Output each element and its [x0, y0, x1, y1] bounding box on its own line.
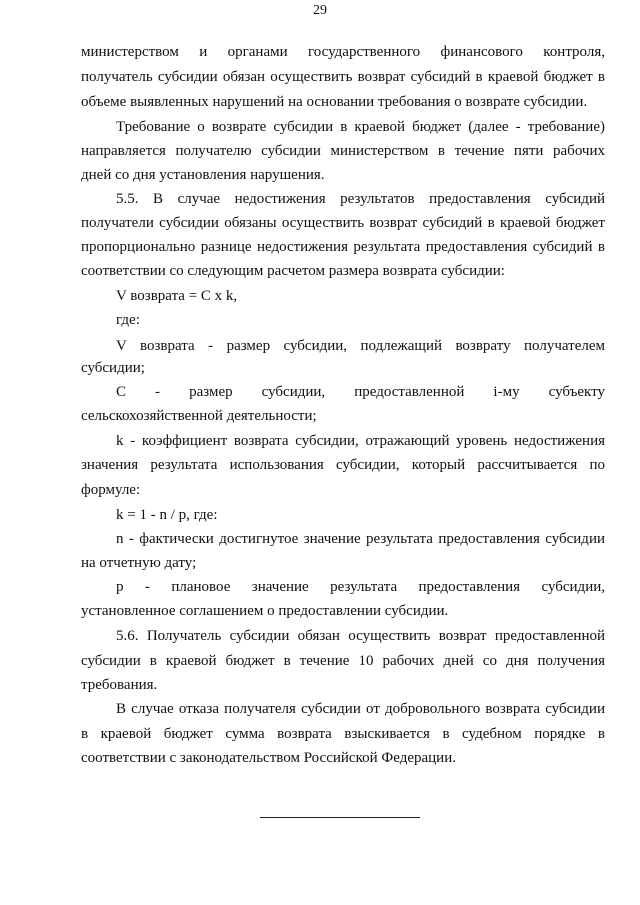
- text-line: получатели субсидии обязаны осуществить возврат субсидий в краевой бюджет: [81, 215, 605, 231]
- text-line: Требование о возврате субсидии в краевой бюджет (далее - требование): [116, 119, 605, 135]
- text-line: получатель субсидии обязан осуществить возврат субсидий в краевой бюджет в: [81, 69, 605, 85]
- text-line: в краевой бюджет сумма возврата взыскивается в судебном порядке в: [81, 726, 605, 742]
- text-line: на отчетную дату;: [81, 555, 197, 571]
- text-line: соответствии с законодательством Российской Федерации.: [81, 750, 456, 766]
- text-line: 5.5. В случае недостижения результатов предоставления субсидий: [116, 191, 605, 207]
- text-line: значения результата использования субсидии, который рассчитывается по: [81, 457, 605, 473]
- text-line: направляется получателю субсидии министерством в течение пяти рабочих: [81, 143, 605, 159]
- formula-line: V возврата = C x k,: [116, 288, 238, 304]
- text-line: k - коэффициент возврата субсидии, отражающий уровень недостижения: [116, 433, 605, 449]
- end-divider: [260, 817, 420, 818]
- text-line: дней со дня установления нарушения.: [81, 167, 325, 183]
- text-line: пропорционально разнице недостижения результата предоставления субсидий в: [81, 239, 605, 255]
- text-line: p - плановое значение результата предоставления субсидии,: [116, 579, 605, 595]
- text-line: формуле:: [81, 482, 141, 498]
- text-line: субсидии;: [81, 360, 145, 376]
- text-line: требования.: [81, 677, 158, 693]
- text-line: C - размер субсидии, предоставленной i-му субъекту: [116, 384, 605, 400]
- text-line: n - фактически достигнутое значение результата предоставления субсидии: [116, 531, 605, 547]
- text-line: объеме выявленных нарушений на основании требования о возврате субсидии.: [81, 94, 588, 110]
- text-line: субсидии в краевой бюджет в течение 10 рабочих дней со дня получения: [81, 653, 605, 669]
- text-line: сельскохозяйственной деятельности;: [81, 408, 317, 424]
- text-line: где:: [116, 312, 140, 328]
- text-line: соответствии со следующим расчетом размера возврата субсидии:: [81, 263, 505, 279]
- text-line: установленное соглашением о предоставлении субсидии.: [81, 603, 449, 619]
- text-line: V возврата - размер субсидии, подлежащий возврату получателем: [116, 338, 605, 354]
- text-line: 5.6. Получатель субсидии обязан осуществить возврат предоставленной: [116, 628, 605, 644]
- formula-line: k = 1 - n / p, где:: [116, 507, 218, 523]
- page-number: 29: [313, 3, 327, 18]
- text-line: министерством и органами государственного финансового контроля,: [81, 44, 605, 60]
- text-line: В случае отказа получателя субсидии от добровольного возврата субсидии: [116, 701, 605, 717]
